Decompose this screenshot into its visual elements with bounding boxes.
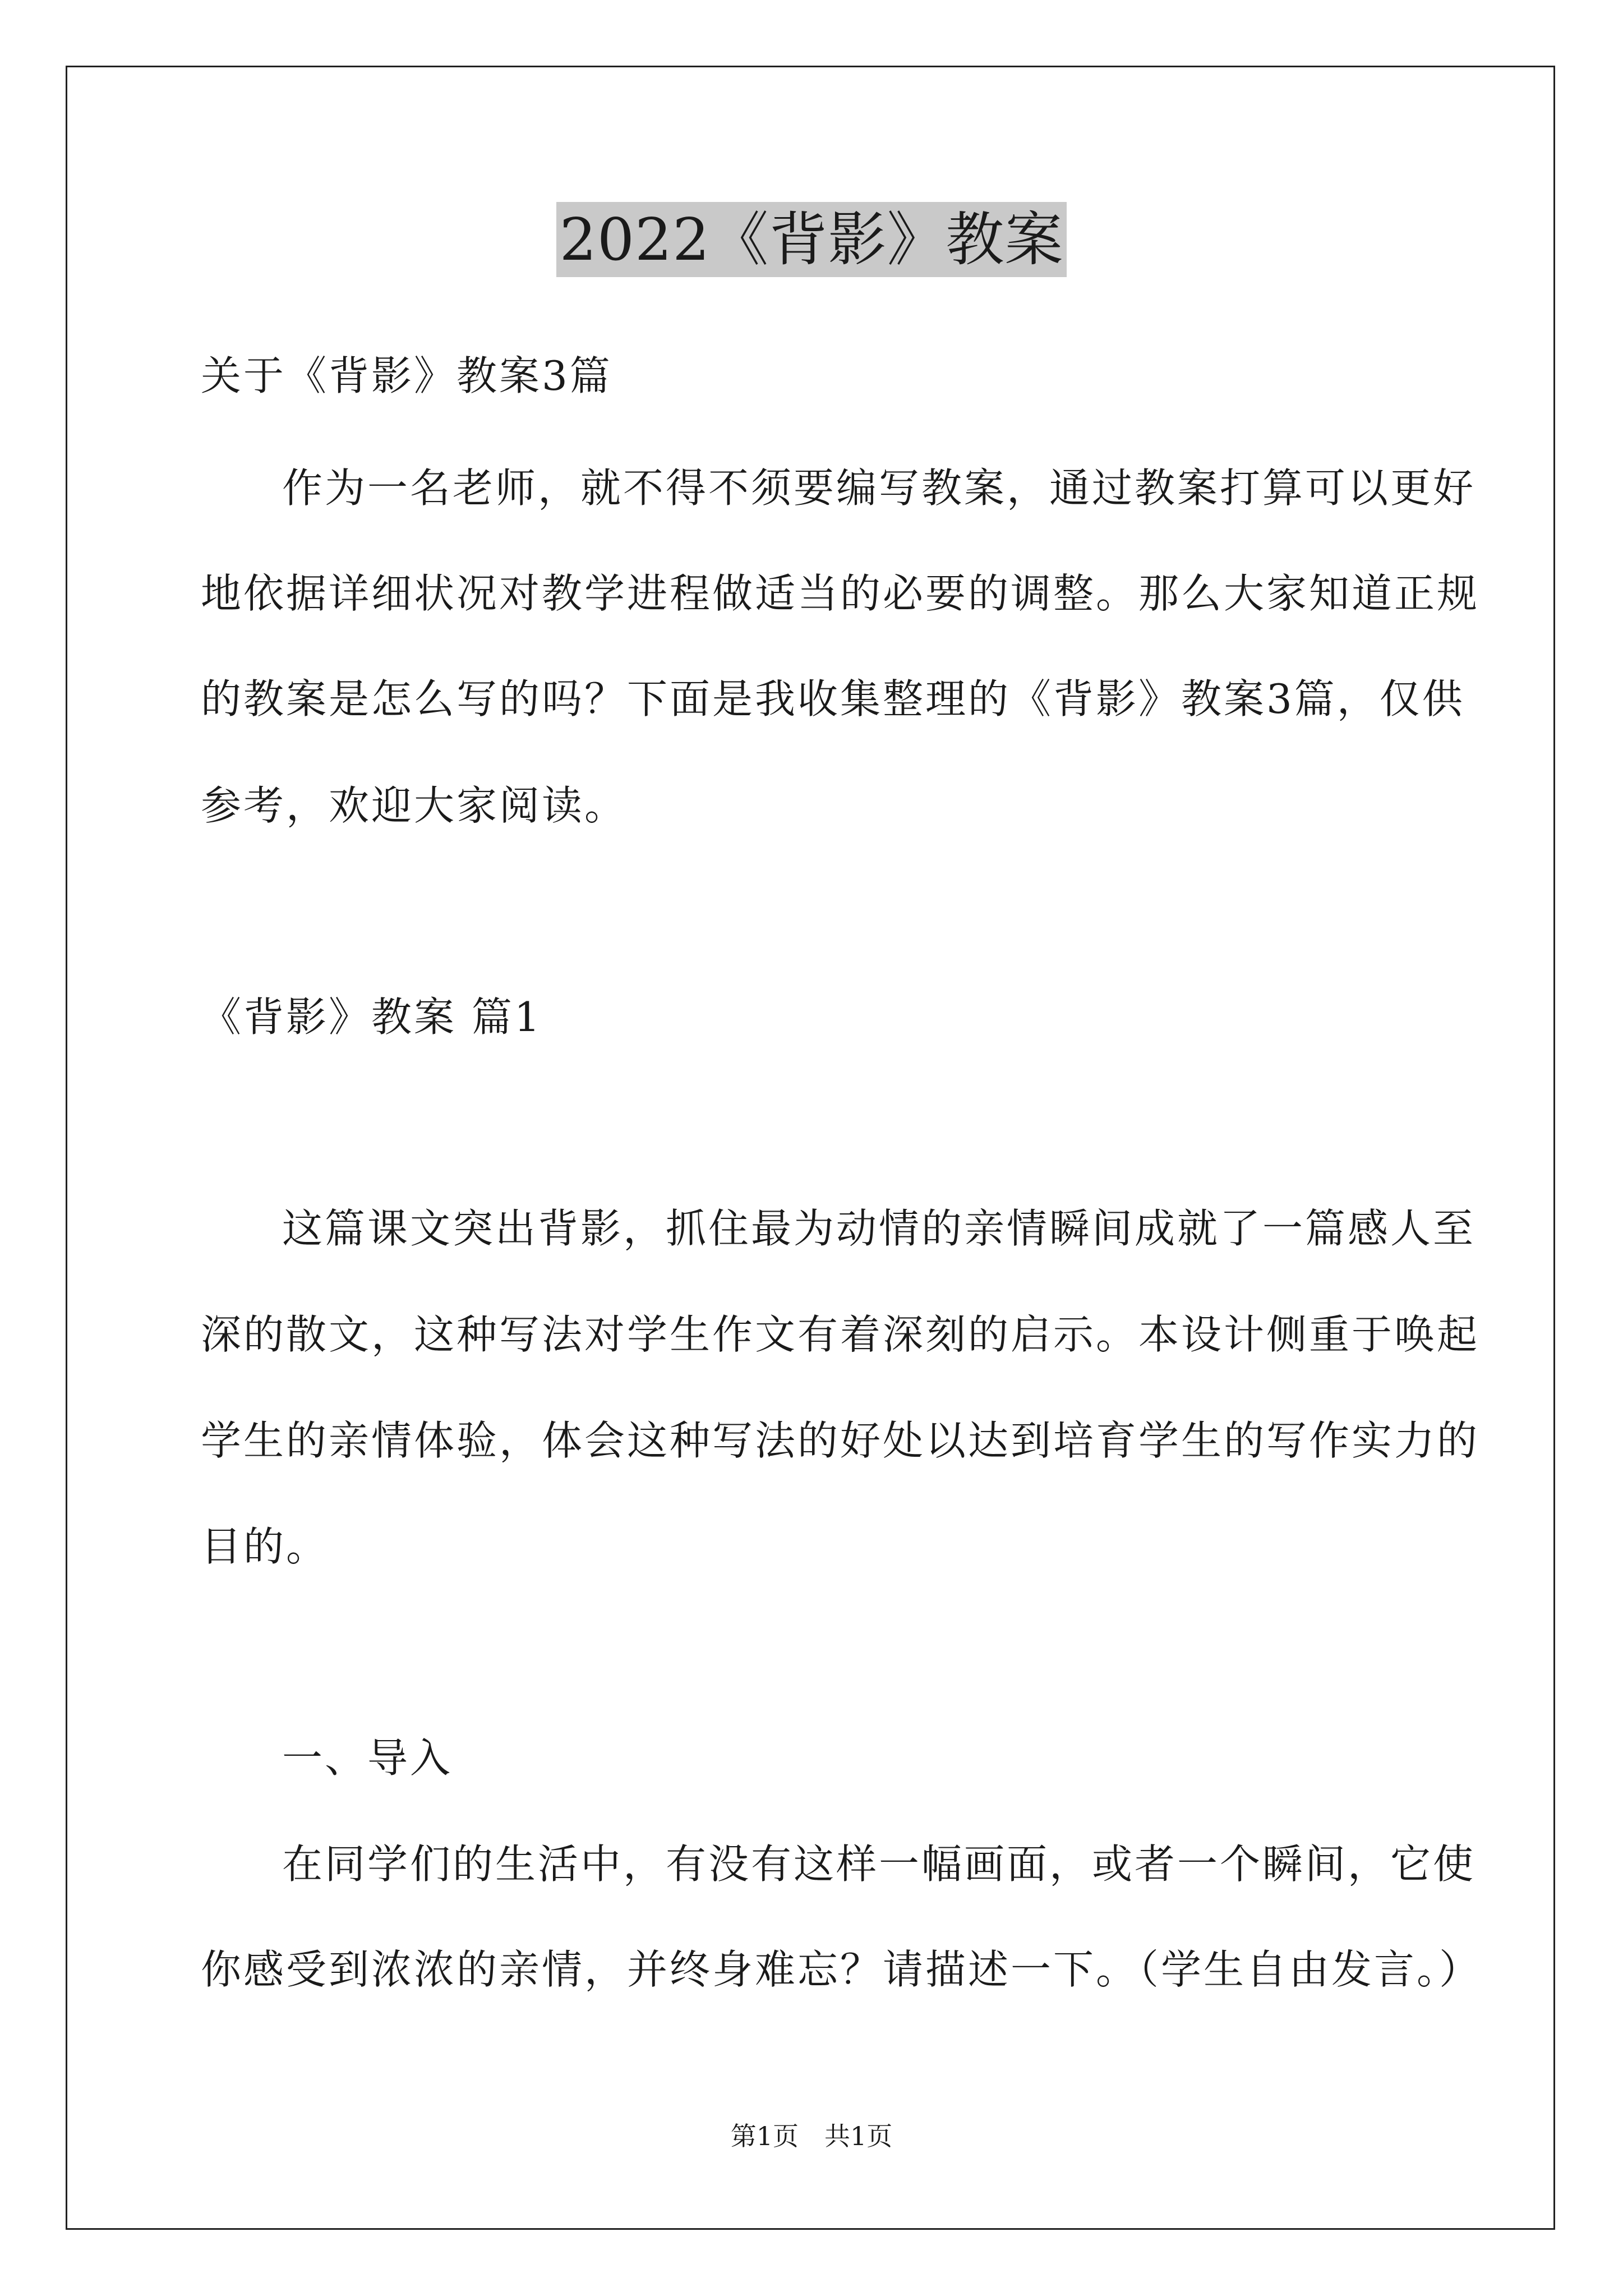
para1-line-2: 深的散文，这种写法对学生作文有着深刻的启示。本设计侧重于唤起 bbox=[201, 1311, 1480, 1358]
para2-line-2: 你感受到浓浓的亲情，并终身难忘？请描述一下。（学生自由发言。） bbox=[201, 1946, 1482, 1993]
intro-line-2: 地依据详细状况对教学进程做适当的必要的调整。那么大家知道正规 bbox=[201, 570, 1480, 617]
title-container bbox=[0, 202, 1623, 277]
page-number-footer: 第1页 共1页 bbox=[730, 2121, 893, 2151]
document-title: 2022《背影》教案 bbox=[556, 202, 1067, 277]
para1-line-3: 学生的亲情体验，体会这种写法的好处以达到培育学生的写作实力的 bbox=[201, 1417, 1480, 1464]
para1-line-1: 这篇课文突出背影，抓住最为动情的亲情瞬间成就了一篇感人至 bbox=[282, 1205, 1476, 1252]
para1-line-4: 目的。 bbox=[201, 1523, 329, 1570]
intro-line-3: 的教案是怎么写的吗？下面是我收集整理的《背影》教案3篇，仅供 bbox=[201, 675, 1465, 723]
para2-line-1: 在同学们的生活中，有没有这样一幅画面，或者一个瞬间，它使 bbox=[282, 1841, 1476, 1888]
step-heading: 一、导入 bbox=[282, 1734, 453, 1782]
subtitle: 关于《背影》教案3篇 bbox=[201, 352, 612, 399]
intro-line-1: 作为一名老师，就不得不须要编写教案，通过教案打算可以更好 bbox=[282, 464, 1476, 512]
intro-line-4: 参考，欢迎大家阅读。 bbox=[201, 782, 628, 829]
section-heading: 《背影》教案 篇1 bbox=[201, 993, 542, 1041]
